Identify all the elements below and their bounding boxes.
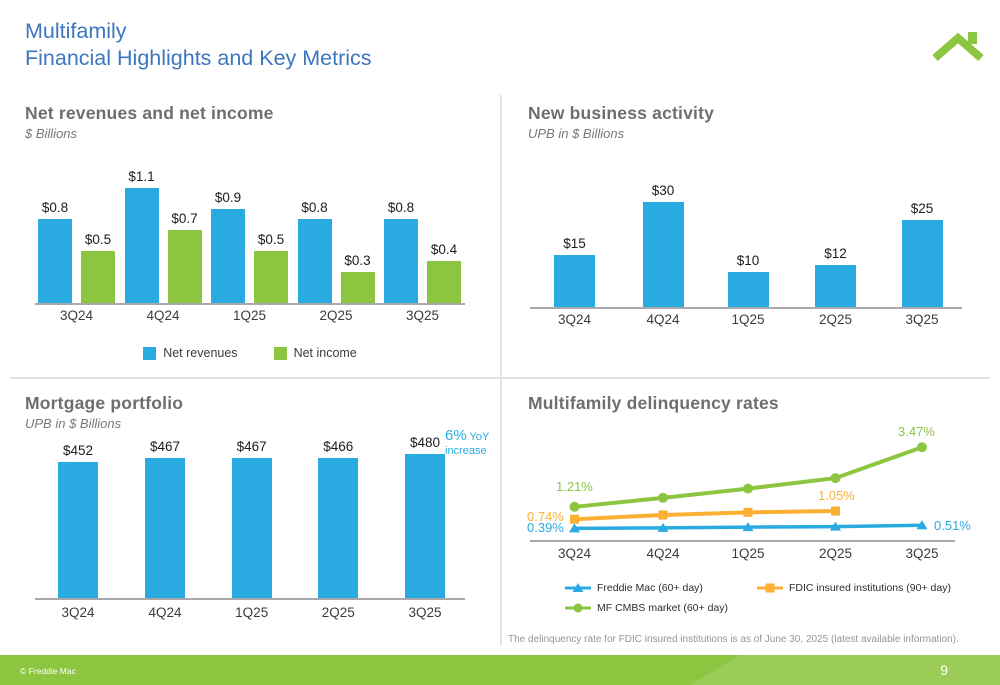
axis-category-label: 4Q24 [646,312,680,327]
bar-value-label: $10 [736,253,760,268]
legend-item-freddie-mac [565,582,703,594]
net-revenues-chart-subtitle: $ Billions [25,126,78,141]
bar-value-label: $0.8 [301,200,328,215]
bar-value-label: $452 [62,443,94,459]
axis-category-label: 3Q25 [905,312,939,327]
circle-marker-icon [743,484,753,494]
mortgage-portfolio-category-labels [35,605,465,623]
axis-category-label: 3Q25 [405,308,440,323]
circle-marker-icon [658,493,668,503]
axis-category-label: 1Q25 [731,546,765,561]
circle-marker-icon [570,502,580,512]
new-business-plot-area [530,183,962,307]
bar-value-label: $467 [149,438,181,454]
axis-category-label: 4Q24 [148,605,182,620]
fdic-footnote: The delinquency rate for FDIC insured institutions is as of June 30, 2025 (latest available information). [508,634,959,645]
mortgage-portfolio-chart-subtitle: UPB in $ Billions [25,416,122,431]
axis-category-label: 3Q24 [59,308,94,323]
axis-category-label: 2Q25 [319,308,353,323]
footer-diagonal-accent [690,655,1000,685]
bar [232,458,272,598]
bar-value-label: $15 [563,235,586,251]
axis-category-label: 3Q24 [61,605,95,620]
bar-value-label: $30 [651,183,675,198]
square-marker-icon [659,510,668,519]
bar-value-label: $25 [910,200,934,216]
mortgage-portfolio-x-axis [35,598,465,600]
freddie-mac-line-marker-icon [565,583,591,593]
circle-marker-icon [831,473,841,483]
delinquency-chart-title: Multifamily delinquency rates [528,393,779,413]
bar [902,220,943,308]
mf-cmbs-line-marker-icon [565,603,591,613]
point-label: 1.05% [818,488,855,503]
bar [427,261,461,303]
fdic-line-marker-icon [757,583,783,593]
point-label: 0.39% [527,520,564,535]
new-business-category-labels [530,312,962,330]
bar-value-label: $0.7 [171,210,198,226]
new-business-chart-subtitle: UPB in $ Billions [528,126,625,141]
mortgage-portfolio-chart-title: Mortgage portfolio [25,393,184,413]
line-circle [575,447,923,507]
point-label: 1.21% [556,479,593,494]
horizontal-divider [10,377,990,379]
bar [145,458,185,598]
bar-value-label: $467 [236,438,267,454]
footer-bar [0,655,1000,685]
copyright-text: © Freddie Mac [20,666,76,676]
bar [341,272,375,304]
new-business-chart-title: New business activity [528,103,715,123]
yoy-annotation-line2: increase [445,445,487,457]
bar [405,454,445,598]
square-marker-icon [744,508,753,517]
legend-item-net-income [274,346,357,360]
legend-item-mf-cmbs [565,602,728,614]
bar-value-label: $0.4 [430,242,458,257]
point-label: 3.47% [898,424,935,439]
axis-category-label: 3Q25 [408,605,442,620]
axis-category-label: 2Q25 [321,605,355,620]
axis-category-label: 3Q25 [905,546,939,561]
net-revenues-x-axis [35,303,465,305]
bar [318,458,358,598]
bar-value-label: $1.1 [128,168,155,184]
delinquency-x-axis [530,540,955,542]
bar [643,202,684,307]
bar-value-label: $0.8 [387,200,415,215]
legend-item-fdic [757,582,951,594]
line-square [575,511,836,519]
page-title [25,18,372,72]
square-marker-icon [831,507,840,516]
bar-value-label: $0.5 [84,231,112,247]
bar-value-label: $0.8 [41,200,69,215]
square-marker-icon [570,515,579,524]
axis-category-label: 4Q24 [146,308,180,323]
bar-value-label: $0.9 [214,189,242,205]
page-number: 9 [940,662,948,678]
freddie-mac-roof-logo-icon [928,25,988,70]
bar-value-label: $480 [409,435,441,450]
net-revenues-legend [35,346,465,360]
mortgage-portfolio-plot-area [35,435,465,598]
legend-label-net-income: Net income [293,346,357,360]
bar [81,251,115,304]
bar [254,251,288,304]
bar-value-label: $0.5 [257,231,285,247]
net-revenues-swatch-icon [143,347,156,360]
bar [58,462,98,598]
axis-category-label: 3Q24 [557,312,592,327]
axis-category-label: 1Q25 [232,308,267,323]
net-income-swatch-icon [274,347,287,360]
page-title-line-1: Multifamily [25,19,127,43]
net-revenues-category-labels [35,308,465,326]
bar-value-label: $0.3 [344,252,371,268]
new-business-x-axis [530,307,962,309]
net-revenues-chart-title: Net revenues and net income [25,103,274,123]
axis-category-label: 1Q25 [731,312,765,327]
legend-label-freddie-mac: Freddie Mac (60+ day) [597,582,703,594]
legend-item-net-revenues [143,346,237,360]
vertical-divider [500,95,502,645]
page-title-line-2: Financial Highlights and Key Metrics [25,46,372,70]
bar [168,230,202,304]
legend-label-mf-cmbs: MF CMBS market (60+ day) [597,602,728,614]
yoy-annotation-value: 6% [445,427,467,444]
legend-label-fdic: FDIC insured institutions (90+ day) [789,582,951,594]
bar [728,272,769,307]
axis-category-label: 2Q25 [818,546,853,561]
yoy-annotation-unit: YoY [466,431,490,443]
bar-value-label: $466 [323,439,354,455]
bar [815,265,856,307]
axis-category-label: 4Q24 [646,546,680,561]
bar-value-label: $12 [824,246,847,261]
axis-category-label: 3Q24 [557,546,592,561]
axis-category-label: 2Q25 [818,312,853,327]
net-revenues-plot-area [35,168,465,303]
legend-label-net-revenues: Net revenues [163,346,238,360]
circle-marker-icon [917,442,927,452]
point-label: 0.51% [934,518,971,533]
bar [554,255,595,308]
yoy-annotation [445,429,501,458]
axis-category-label: 1Q25 [235,605,269,620]
delinquency-category-labels [505,546,965,564]
point-label: 0.74% [527,509,564,524]
